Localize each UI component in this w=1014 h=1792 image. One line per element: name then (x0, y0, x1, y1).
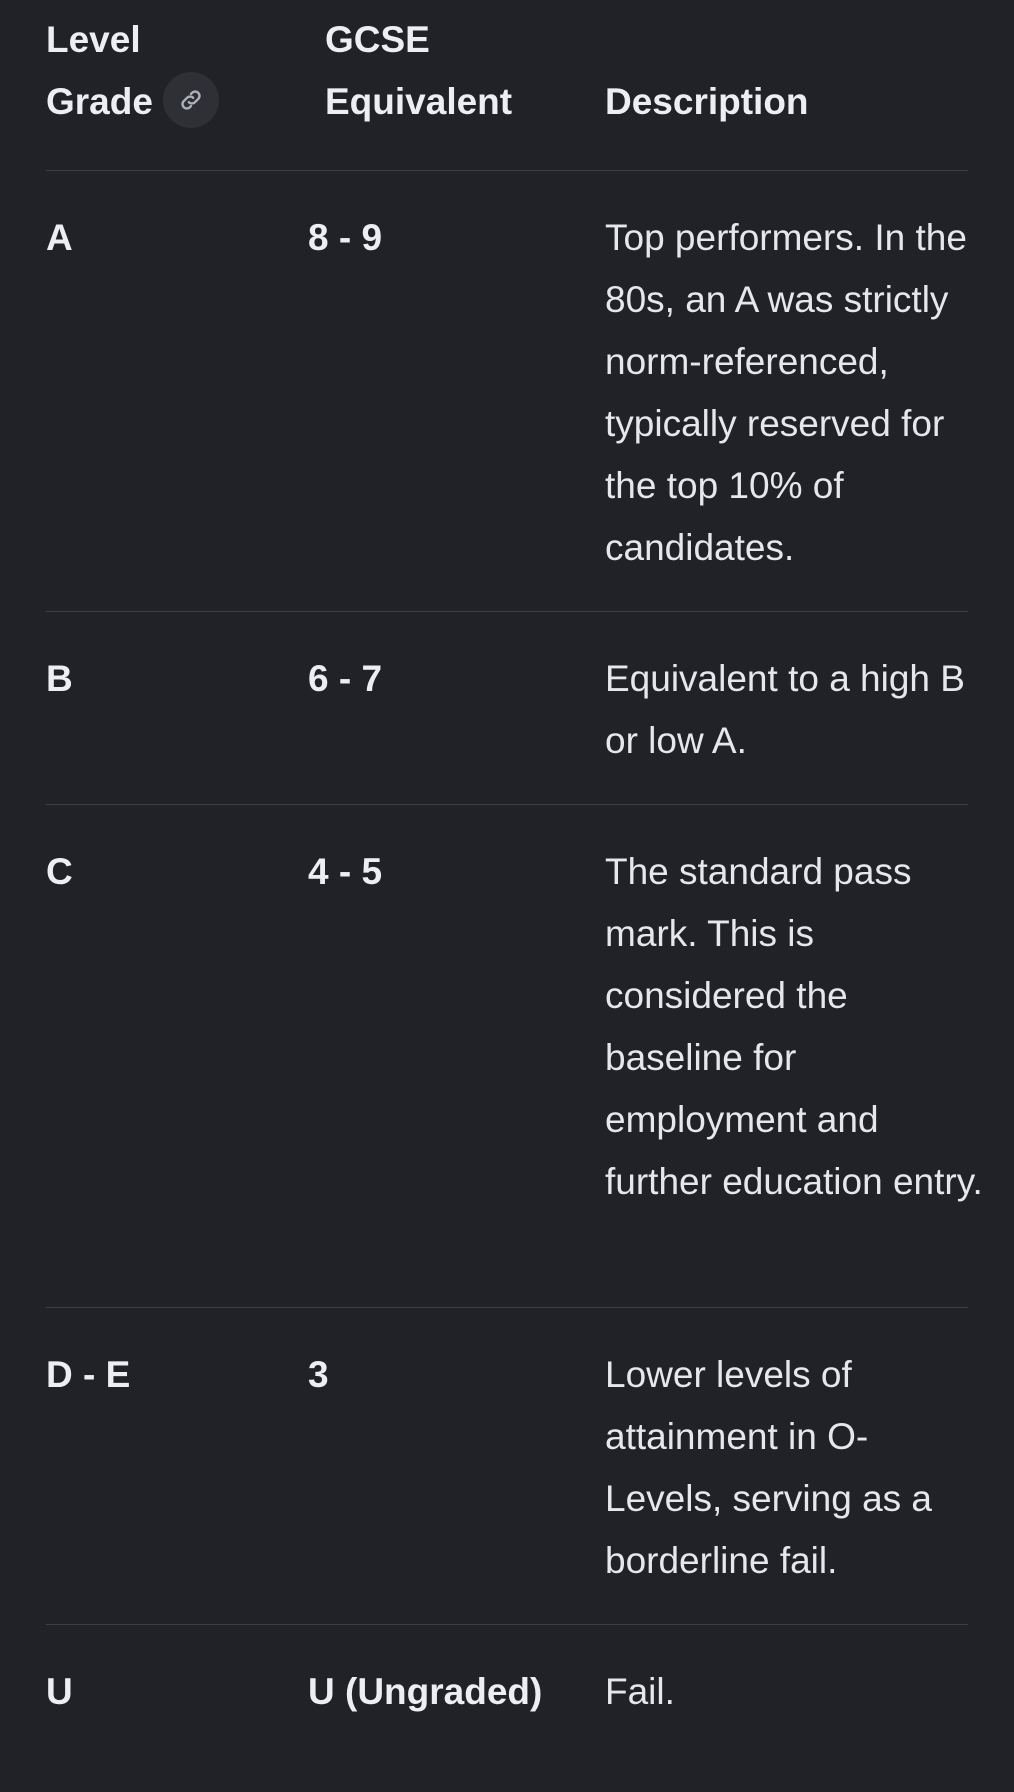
cell-gcse: U (Ungraded) (308, 1671, 543, 1712)
cell-gcse: 6 - 7 (308, 658, 383, 699)
cell-description: The standard pass mark. This is considered the baseline for employment and further education entry. (605, 851, 983, 1202)
link-icon (178, 87, 204, 113)
header-gcse-equivalent (325, 9, 512, 133)
cell-grade: U (46, 1671, 73, 1712)
header-level-grade (46, 9, 219, 133)
header-description: Description (605, 81, 809, 122)
cell-grade: C (46, 851, 73, 892)
grades-table (46, 0, 983, 1792)
cell-grade: A (46, 217, 73, 258)
header-level-grade-line2-wrap (46, 71, 219, 133)
table-row (46, 171, 968, 612)
cell-description: Lower levels of attainment in O-Levels, serving as a borderline fail. (605, 1354, 933, 1581)
cell-grade: B (46, 658, 73, 699)
cell-gcse: 8 - 9 (308, 217, 383, 258)
table-row (46, 1625, 968, 1792)
table-row (46, 805, 983, 1308)
copy-link-button[interactable] (163, 72, 219, 128)
cell-gcse: 3 (308, 1354, 329, 1395)
header-gcse-line2: Equivalent (325, 81, 513, 122)
cell-description: Equivalent to a high B or low A. (605, 658, 965, 761)
cell-grade: D - E (46, 1354, 131, 1395)
cell-description: Fail. (605, 1671, 675, 1712)
table-row (46, 612, 968, 805)
header-level-grade-line2: Grade (46, 81, 153, 122)
cell-gcse: 4 - 5 (308, 851, 383, 892)
header-gcse-line1: GCSE (325, 19, 430, 60)
header-level-grade-line1: Level (46, 19, 141, 60)
table-header (46, 0, 968, 171)
table-row (46, 1308, 968, 1625)
cell-description: Top performers. In the 80s, an A was strictly norm-referenced, typically reserved for the top 10% of candidates. (605, 217, 967, 568)
